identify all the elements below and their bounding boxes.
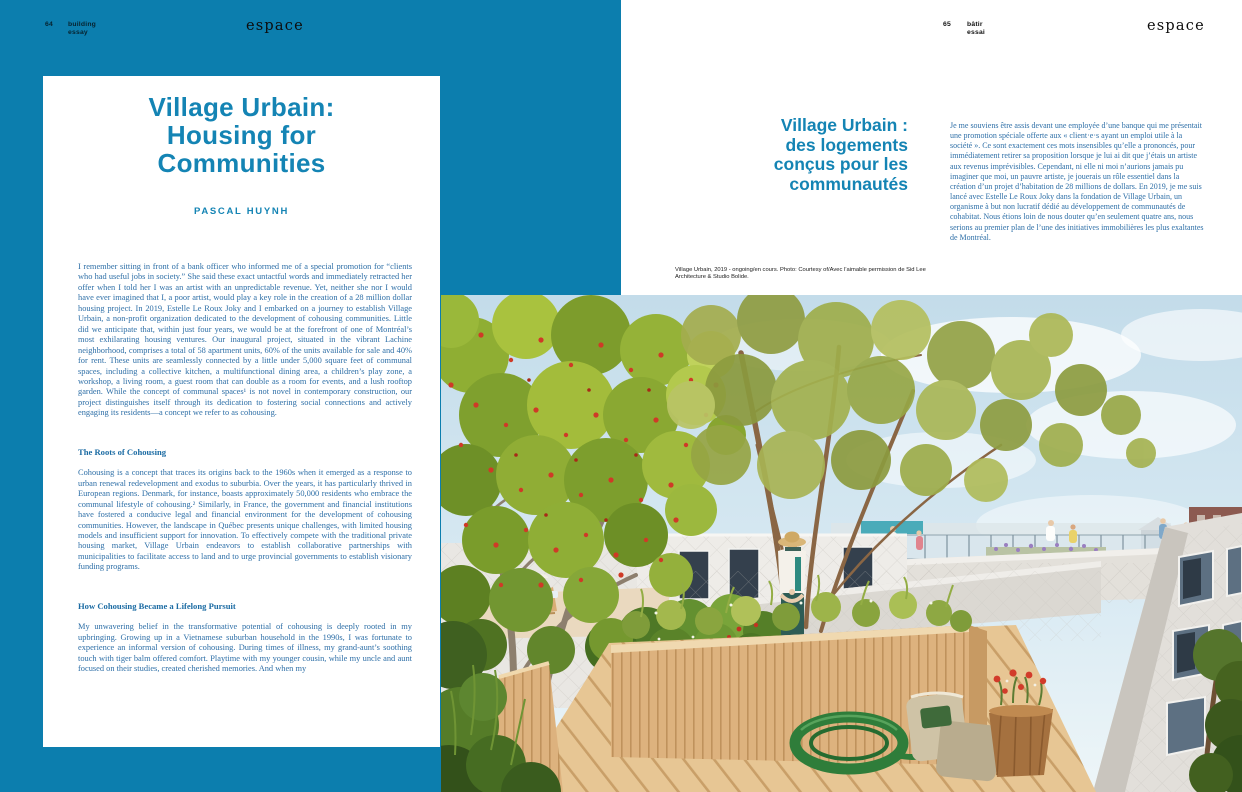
article-body-en <box>78 262 412 675</box>
right-page-number: 65 <box>943 21 951 28</box>
title-line: conçus pour les <box>773 154 908 174</box>
article-title-fr <box>640 116 908 194</box>
rooftop-garden-illustration <box>441 295 1242 792</box>
title-line: Village Urbain: <box>148 92 335 122</box>
brand-logo-left: espace <box>246 18 304 34</box>
paragraph: My unwavering belief in the transformative potential of cohousing is deeply rooted in my upbringing. Growing up in a Vietnamese suburban household in the 1990s, I was fortunate to experience an informal version of cohousing. During times of illness, my grand-aunt’s soothing touch with tiger balm offered comfort. Playtime with my younger cousin, while my uncle and aunt focused on their studies, created cherished memories. And when my <box>78 622 412 674</box>
right-section-label <box>967 21 985 37</box>
rooftop-garden-photo <box>441 295 1242 792</box>
title-line: Village Urbain : <box>780 115 908 135</box>
right-section-line2: essai <box>967 29 986 37</box>
left-section-line2: essay <box>68 29 88 37</box>
right-section-line1: bâtir <box>967 21 983 28</box>
title-line: des logements <box>785 134 908 155</box>
section-heading: The Roots of Cohousing <box>78 446 167 457</box>
article-title-en <box>51 93 432 177</box>
article-box <box>43 76 440 747</box>
title-line: Housing for <box>166 120 317 150</box>
left-section-label <box>68 21 96 37</box>
title-line: Communities <box>157 148 326 178</box>
left-page-number: 64 <box>45 21 53 28</box>
left-section-line1: building <box>68 21 97 28</box>
author-byline: PASCAL HUYNH <box>194 206 289 217</box>
title-line: communautés <box>789 173 908 194</box>
brand-logo-right: espace <box>1147 18 1205 34</box>
article-body-fr: Je me souviens être assis devant une employée d’une banque qui me présentait une promotion spéciale offerte aux « client·e·s ayant un emploi utile à la société ». Ce sont exactement ces mots insensibles qu’elle a prononcés, pour immédiatement retirer sa proposition lorsque je lui ai dit que j’étais un artiste aux revenus imprévisibles. Cependant, ni elle ni moi n’aurions jamais pu imaginer que moi, un pauvre artiste, je jouerais un rôle essentiel dans la création d’un projet d’habitation de 28 millions de dollars. En 2019, je me suis lancé avec Estelle Le Roux Joky dans la fondation de Village Urbain, un organisme à but non lucratif dédié au développement de communautés de cohabitat. Nous étions loin de nous douter qu’en seulement quatre ans, nous serions au premier plan de l’une des initiatives immobilières les plus exaltantes de Montréal. <box>950 121 1204 242</box>
paragraph: I remember sitting in front of a bank officer who informed me of a special promotion for “clients who had useful jobs in society.” She said these exact untactful words and immediately retracted her offer when I told her I was an artist with an unpredictable revenue. Yet, neither she nor I would have ever imagined that I, a poor artist, would play a key role in the creation of a 28 million dollar housing project. In 2019, Estelle Le Roux Joky and I embarked on a journey to establish Village Urbain, a non-profit organization dedicated to the development of cohousing communities. Little did we anticipate that, within just four years, we would be at the forefront of one of Montréal’s most exhilarating housing ventures. Our inaugural project, situated in the vibrant Lachine neighborhood, comprises a total of 58 apartment units, 60% of the units available for sale and 40% for rent. These units are seamlessly connected by a little under 5,000 square feet of communal spaces, including a collective kitchen, a multifunctional dining area, a children’s play zone, a workshop, a living room, a guest room that can double as a room for events, and a lush rooftop garden. While the concept of communal spaces¹ is not novel in contemporary construction, our project distinguishes itself through its dedication to fostering social connections and actively engaging its residents—a concept we refer to as cohousing. <box>78 262 412 418</box>
paragraph: Cohousing is a concept that traces its origins back to the 1960s when it emerged as a response to urban renewal redevelopment and exodus to suburbia. Over the years, it has particularly thrived in European regions. Denmark, for instance, boasts approximately 50,000 residents who embrace the communal lifestyle of cohousing.² Similarly, in France, the government and financial institutions have fostered a conducive legal and financial environment for the development of cohousing communities. However, the landscape in Québec presents unique challenges, with limited housing models and insufficient support for innovation. To effectively compete with the traditional private housing market, Village Urbain endeavors to establish collaborative partnerships with municipalities to facilitate access to land and to urge provincial governments to establish visionary funding programs. <box>78 468 412 572</box>
section-heading: How Cohousing Became a Lifelong Pursuit <box>78 600 236 611</box>
photo-caption: Village Urbain, 2019 - ongoing/en cours. Photo: Courtesy of/Avec l’aimable permission de Sid Lee Architecture & Studio Bolide. <box>675 267 926 281</box>
